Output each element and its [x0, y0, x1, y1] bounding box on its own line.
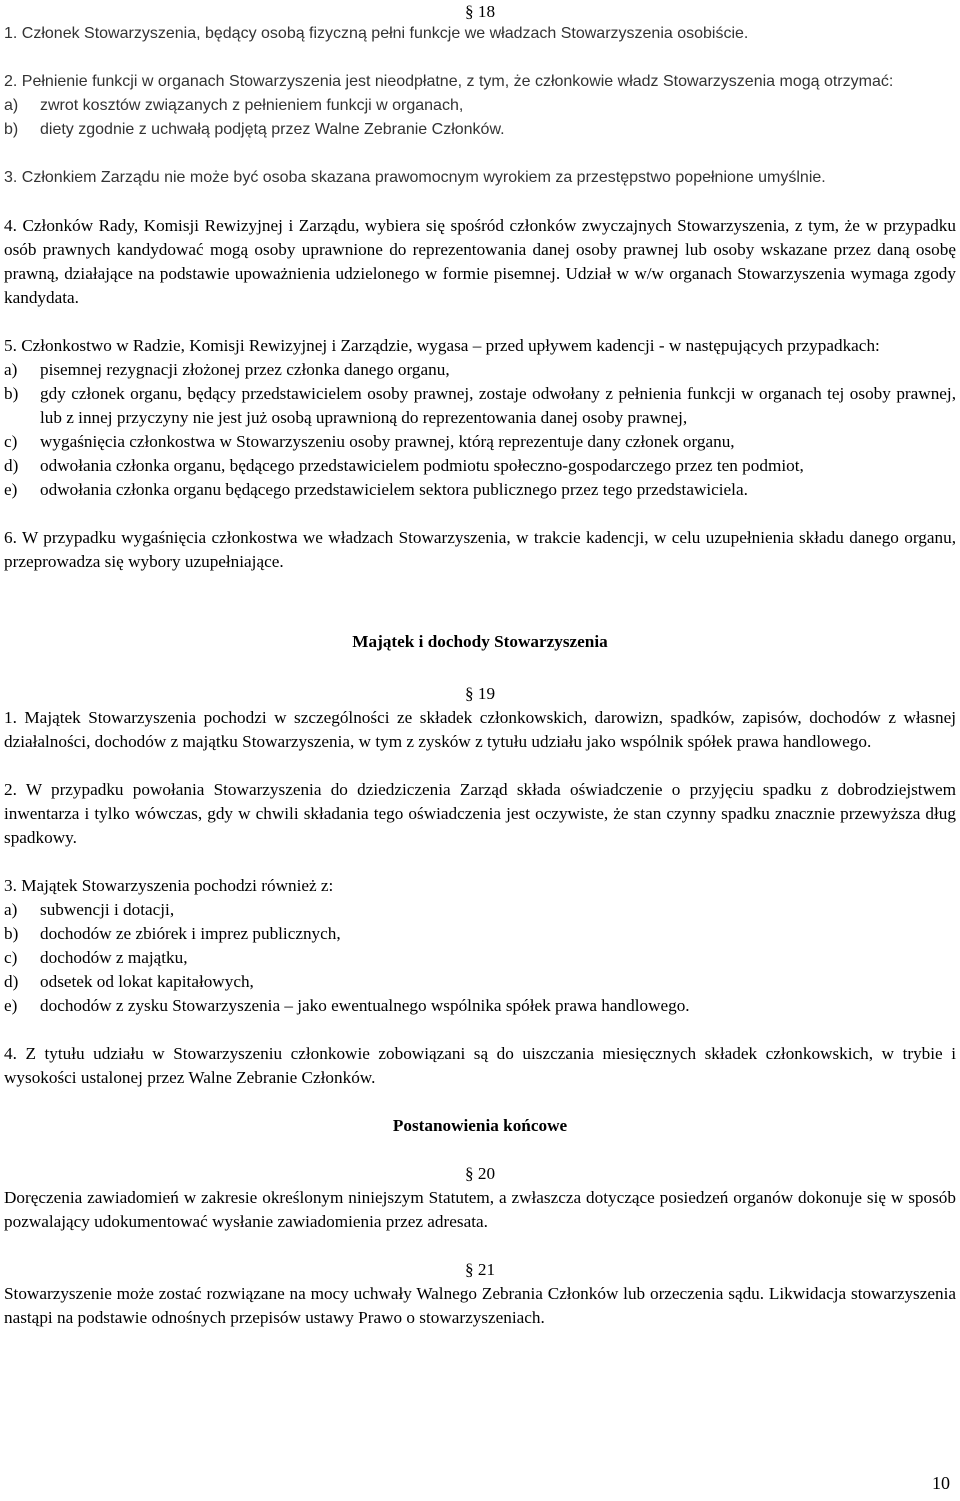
s18-paragraph-3: 3. Członkiem Zarządu nie może być osoba skazana prawomocnym wyrokiem za przestępstwo popełnione umyślnie.: [4, 169, 826, 186]
list-item: [0, 970, 960, 994]
list-item-marker: e): [4, 996, 18, 1015]
s18-paragraph-5-list: [0, 358, 960, 502]
s18-paragraph-2: 2. Pełnienie funkcji w organach Stowarzyszenia jest nieodpłatne, z tym, że członkowie władz Stowarzyszenia mogą otrzymać:: [4, 73, 894, 90]
heading-assets: Majątek i dochody Stowarzyszenia: [352, 632, 608, 651]
s19-paragraph-1: 1. Majątek Stowarzyszenia pochodzi w szczególności ze składek członkowskich, darowizn, spadków, zapisów, dochodów z własnej działalności, dochodów z majątku Stowarzyszenia, w tym z zysków z tytułu udziału jako wspólnik spółek prawa handlowego.: [4, 708, 956, 751]
list-item-text: pisemnej rezygnacji złożonej przez członka danego organu,: [40, 360, 450, 379]
list-item: [0, 454, 960, 478]
list-item-text: odsetek od lokat kapitałowych,: [40, 972, 254, 991]
list-item-text: subwencji i dotacji,: [40, 900, 175, 919]
list-item-marker: e): [4, 480, 18, 499]
list-item: [0, 994, 960, 1018]
s19-paragraph-3: 3. Majątek Stowarzyszenia pochodzi również z:: [4, 876, 334, 895]
s18-paragraph-5: 5. Członkostwo w Radzie, Komisji Rewizyjnej i Zarządzie, wygasa – przed upływem kadencji - w następujących przypadkach:: [4, 336, 880, 355]
section-20-heading: § 20: [464, 1164, 496, 1183]
list-item: [0, 478, 960, 502]
list-item: [0, 946, 960, 970]
s21-paragraph-1: Stowarzyszenie może zostać rozwiązane na mocy uchwały Walnego Zebrania Członków lub orzeczenia sądu. Likwidacja stowarzyszenia nastąpi na podstawie odnośnych przepisów ustawy Prawo o stowarzyszeniach.: [4, 1284, 956, 1327]
list-item-text: dochodów z majątku,: [40, 948, 188, 967]
list-item-text: dochodów ze zbiórek i imprez publicznych,: [40, 924, 341, 943]
list-item-text: zwrot kosztów związanych z pełnieniem funkcji w organach,: [40, 97, 464, 114]
list-item-text: dochodów z zysku Stowarzyszenia – jako ewentualnego wspólnika spółek prawa handlowego.: [40, 996, 690, 1015]
s19-paragraph-3-list: [0, 898, 960, 1018]
list-item-marker: d): [4, 972, 19, 991]
list-item-text: odwołania członka organu, będącego przedstawicielem podmiotu społeczno-gospodarczego przez ten podmiot,: [40, 456, 804, 475]
list-item-marker: a): [4, 900, 18, 919]
list-item: [0, 922, 960, 946]
list-item-marker: b): [4, 121, 19, 138]
section-21-heading: § 21: [464, 1260, 496, 1279]
heading-final-provisions: Postanowienia końcowe: [392, 1116, 568, 1135]
list-item: [0, 94, 960, 118]
section-19-heading: § 19: [464, 684, 496, 703]
list-item-marker: c): [4, 432, 18, 451]
list-item-marker: a): [4, 360, 18, 379]
list-item: [0, 358, 960, 382]
list-item: [0, 430, 960, 454]
s20-paragraph-1: Doręczenia zawiadomień w zakresie określonym niniejszym Statutem, a zwłaszcza dotyczące posiedzeń organów dokonuje się w sposób pozwalający udokumentować wysłanie zawiadomienia przez adresata.: [4, 1188, 956, 1231]
s18-paragraph-6: 6. W przypadku wygaśnięcia członkostwa we władzach Stowarzyszenia, w trakcie kadencji, w celu uzupełnienia składu danego organu, przeprowadza się wybory uzupełniające.: [4, 528, 956, 571]
list-item-text: wygaśnięcia członkostwa w Stowarzyszeniu osoby prawnej, którą reprezentuje dany członek organu,: [40, 432, 735, 451]
s19-paragraph-2: 2. W przypadku powołania Stowarzyszenia do dziedziczenia Zarząd składa oświadczenie o przyjęciu spadku z dobrodziejstwem inwentarza i tylko wówczas, gdy w chwili składania tego oświadczenia jest oczywiste, że stan czynny spadku znacznie przewyższa dług spadkowy.: [4, 780, 956, 847]
s19-paragraph-4: 4. Z tytułu udziału w Stowarzyszeniu członkowie zobowiązani są do uiszczania miesięcznych składek członkowskich, w trybie i wysokości ustalonej przez Walne Zebranie Członków.: [4, 1044, 956, 1087]
list-item-text: diety zgodnie z uchwałą podjętą przez Walne Zebranie Członków.: [40, 121, 505, 138]
list-item: [0, 118, 960, 142]
section-18-heading: § 18: [464, 2, 496, 21]
list-item: [0, 382, 960, 430]
list-item-marker: c): [4, 948, 18, 967]
s18-paragraph-2-list: [0, 94, 960, 142]
list-item-marker: a): [4, 97, 19, 114]
list-item: [0, 898, 960, 922]
list-item-marker: d): [4, 456, 19, 475]
list-item-text: odwołania członka organu będącego przedstawicielem sektora publicznego przez tego przedstawiciela.: [40, 480, 748, 499]
list-item-text: gdy członek organu, będący przedstawicielem osoby prawnej, zostaje odwołany z pełnienia funkcji w organach tej osoby prawnej, lub z innej przyczyny nie jest już osobą uprawnioną do reprezentowania danej osoby prawnej,: [40, 384, 956, 427]
page-number: 10: [932, 1473, 950, 1493]
s18-paragraph-1: 1. Członek Stowarzyszenia, będący osobą fizyczną pełni funkcje we władzach Stowarzyszenia osobiście.: [4, 25, 749, 42]
list-item-marker: b): [4, 924, 19, 943]
s18-paragraph-4: 4. Członków Rady, Komisji Rewizyjnej i Zarządu, wybiera się spośród członków zwyczajnych Stowarzyszenia, z tym, że w przypadku osób prawnych kandydować mogą osoby uprawnione do reprezentowania danej osoby prawnej lub osoby wskazane przez daną osobę prawną, działające na podstawie upoważnienia udzielonego w formie pisemnej. Udział w w/w organach Stowarzyszenia wymaga zgody kandydata.: [4, 216, 956, 307]
list-item-marker: b): [4, 384, 19, 403]
